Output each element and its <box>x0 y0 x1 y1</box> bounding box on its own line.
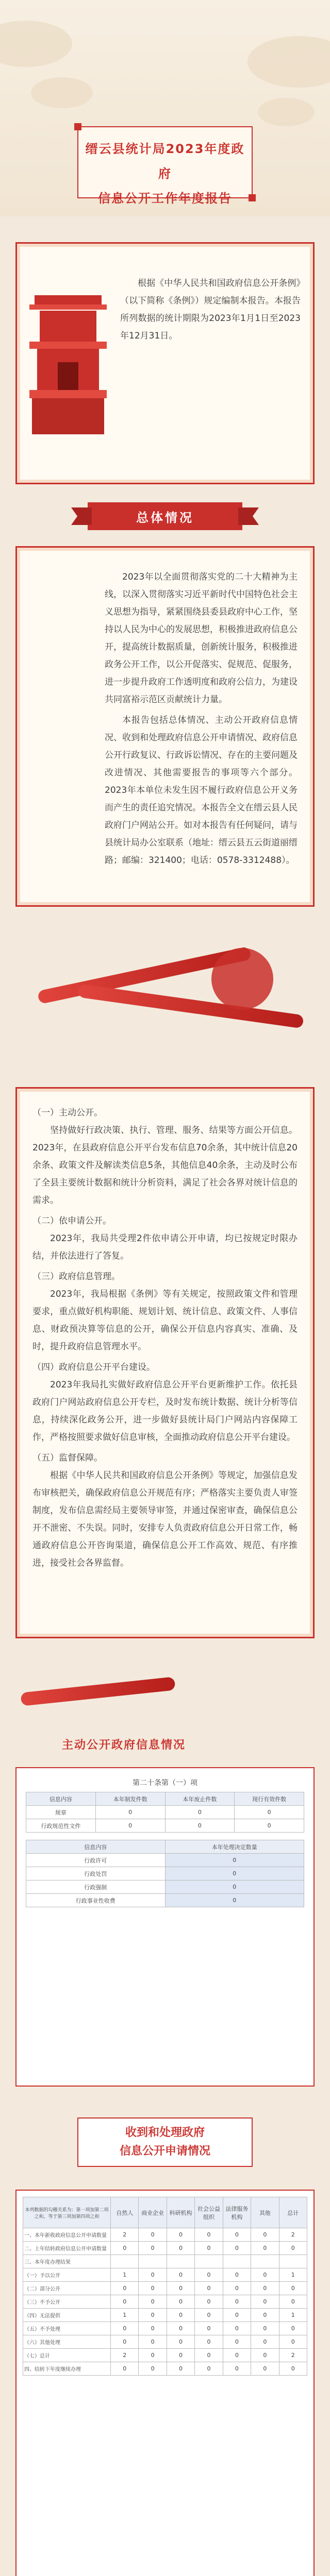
table-cell: 0 <box>165 1854 304 1867</box>
column-header: 法律服务机构 <box>223 2197 251 2228</box>
table-row <box>23 2349 307 2362</box>
table-cell: 0 <box>235 1819 304 1833</box>
table-cell: 0 <box>195 2335 223 2349</box>
table-row <box>23 2295 307 2309</box>
table-cell: 0 <box>195 2282 223 2295</box>
table-cell: 0 <box>167 2362 194 2376</box>
table-cell: 0 <box>251 2295 279 2309</box>
table-cell: 0 <box>165 1806 235 1819</box>
table-cell: 2 <box>279 2349 307 2362</box>
table-cell: 0 <box>223 2295 251 2309</box>
table-cell: 2 <box>279 2228 307 2242</box>
detail-1-title: （一）主动公开。 <box>32 1108 103 1118</box>
requests-table-card <box>15 2190 315 2576</box>
table-cell: 0 <box>139 2228 167 2242</box>
cloud-decoration <box>248 36 330 88</box>
table-cell <box>251 2255 279 2268</box>
report-title-frame <box>77 126 253 206</box>
requests-table <box>23 2197 307 2376</box>
detail-2-text: 2023年，我局共受理2件依申请公开申请，均已按规定时限办结，并依法进行了答复。 <box>32 1233 298 1261</box>
table-cell <box>279 2255 307 2268</box>
overview-paragraph-1: 2023年以全面贯彻落实党的二十大精神为主线，以深入贯彻落实习近平新时代中国特色社会主义思想为指导，紧紧围绕县委县政府中心工作，坚持以人民为中心的发展思想，积极推进政府信息公开，提高统计数据质量，创新统计服务，积极推进政务公开工作，以公开促落实、促规范、促服务，进一步提升政府工作透明度和政府公信力，为建设共同富裕示范区贡献统计力量。 <box>105 572 298 705</box>
table-row <box>23 2255 307 2268</box>
table-row <box>26 1880 304 1894</box>
table-cell <box>223 2255 251 2268</box>
table-cell: 0 <box>139 2322 167 2335</box>
column-header: 本列数据的勾稽关系为：第一项加第二项之和，等于第三项加第四项之和 <box>23 2197 111 2228</box>
table-cell: 0 <box>167 2309 194 2322</box>
column-header: 本年制发件数 <box>95 1792 165 1806</box>
table-row <box>26 1854 304 1867</box>
report-header <box>0 0 330 216</box>
table-cell: （二）部分公开 <box>23 2282 111 2295</box>
table-cell: 三、本年度办理结果 <box>23 2255 111 2268</box>
table-cell: 一、本年新收政府信息公开申请数量 <box>23 2228 111 2242</box>
table-cell: 0 <box>195 2309 223 2322</box>
table-row <box>23 2309 307 2322</box>
table-cell: 行政处罚 <box>26 1867 166 1880</box>
table-cell: 0 <box>139 2362 167 2376</box>
table-cell: 0 <box>223 2242 251 2255</box>
table-cell: 0 <box>167 2282 194 2295</box>
table-cell: 0 <box>251 2322 279 2335</box>
column-header: 现行有效件数 <box>235 1792 304 1806</box>
cloud-decoration <box>0 21 72 67</box>
column-header: 总计 <box>279 2197 307 2228</box>
table-cell: 行政许可 <box>26 1854 166 1867</box>
table-cell: 二、上年结转政府信息公开申请数量 <box>23 2242 111 2255</box>
table-cell: 0 <box>167 2268 194 2282</box>
table-cell: 0 <box>111 2282 139 2295</box>
table-cell: 规章 <box>26 1806 96 1819</box>
table-cell: 0 <box>223 2309 251 2322</box>
table-cell: 0 <box>139 2335 167 2349</box>
table-row <box>23 2282 307 2295</box>
overview-panel <box>15 546 315 907</box>
table-cell: 0 <box>279 2335 307 2349</box>
table-cell: （一）予以公开 <box>23 2268 111 2282</box>
detail-5-text: 根据《中华人民共和国政府信息公开条例》等规定，加强信息发布审核把关，确保政府信息公开规范有序；严格落实主要负责人审签制度，发布信息需经局主要领导审签，并通过保密审查，确保信息公开不泄密、不失误。同时，安排专人负责政府信息公开日常工作，畅通政府信息公开咨询渠道，确保信息公开工作高效、规范、有序推进，接受社会各界监督。 <box>32 1470 298 1568</box>
table-cell: 0 <box>139 2309 167 2322</box>
table-cell: 0 <box>111 2335 139 2349</box>
overview-details-panel <box>15 1087 315 1638</box>
column-header: 科研机构 <box>167 2197 194 2228</box>
active-disclosure-table-title: 第二十条第（一）项 <box>133 1779 197 1787</box>
detail-4-title: （四）政府信息公开平台建设。 <box>32 1362 155 1372</box>
table-cell: 0 <box>223 2228 251 2242</box>
detail-3-title: （三）政府信息管理。 <box>32 1272 120 1282</box>
table-cell: 0 <box>195 2322 223 2335</box>
table-cell: 0 <box>167 2295 194 2309</box>
table-cell: 0 <box>111 2242 139 2255</box>
ribbon-illustration-1 <box>15 922 315 1066</box>
table-cell: 0 <box>279 2242 307 2255</box>
table-row <box>26 1867 304 1880</box>
table-cell: 0 <box>111 2322 139 2335</box>
table-row <box>26 1819 304 1833</box>
requests-heading-line-2: 信息公开申请情况 <box>119 2145 210 2158</box>
requests-heading-line-1: 收到和处理政府 <box>125 2126 205 2139</box>
table-cell: 0 <box>235 1806 304 1819</box>
intro-text <box>120 275 301 348</box>
table-cell: 0 <box>279 2322 307 2335</box>
table-cell: 2 <box>111 2228 139 2242</box>
table-cell: 0 <box>195 2295 223 2309</box>
table-cell: 四、结转下年度继续办理 <box>23 2362 111 2376</box>
table-cell: 1 <box>279 2268 307 2282</box>
active-disclosure-heading: 主动公开政府信息情况 <box>62 1739 186 1752</box>
table-cell: 0 <box>167 2242 194 2255</box>
table-cell: 0 <box>111 2362 139 2376</box>
table-cell: 1 <box>111 2309 139 2322</box>
table-cell: 0 <box>195 2228 223 2242</box>
table-cell: 0 <box>195 2242 223 2255</box>
table-cell: 0 <box>139 2349 167 2362</box>
table-cell: 行政强制 <box>26 1880 166 1894</box>
detail-3-text: 2023年，我局根据《条例》等有关规定，按照政策文件和管理要求，重点做好机构职能、规划计划、统计信息、政策文件、人事信息、财政预决算等信息的公开，确保公开信息内容真实、准确、及时，提升政府信息管理水平。 <box>32 1289 298 1352</box>
table-cell: 0 <box>195 2362 223 2376</box>
cloud-decoration <box>31 77 93 108</box>
table-row <box>23 2268 307 2282</box>
table-cell: 0 <box>167 2335 194 2349</box>
table-cell: 0 <box>251 2268 279 2282</box>
detail-5-title: （五）监督保障。 <box>32 1453 103 1463</box>
overview-heading: 总体情况 <box>88 502 242 530</box>
table-cell <box>167 2255 194 2268</box>
table-cell: （七）总计 <box>23 2349 111 2362</box>
table-row <box>23 2362 307 2376</box>
column-header: 信息内容 <box>26 1840 166 1854</box>
table-cell: 0 <box>251 2282 279 2295</box>
table-cell: 0 <box>95 1819 165 1833</box>
table-cell: 0 <box>223 2349 251 2362</box>
table-cell: 0 <box>95 1806 165 1819</box>
report-title-line-1: 缙云县统计局2023年度政府 <box>85 142 245 181</box>
detail-2-title: （二）依申请公开。 <box>32 1216 111 1226</box>
table-cell <box>139 2255 167 2268</box>
column-header: 其他 <box>251 2197 279 2228</box>
table-row <box>23 2242 307 2255</box>
table-cell: 0 <box>167 2228 194 2242</box>
table-row <box>23 2322 307 2335</box>
table-cell: 2 <box>111 2349 139 2362</box>
table-cell <box>195 2255 223 2268</box>
table-cell: 0 <box>251 2349 279 2362</box>
table-cell: 0 <box>251 2362 279 2376</box>
requests-heading <box>77 2117 253 2167</box>
active-disclosure-table-2 <box>26 1840 304 1907</box>
table-cell: （三）不予公开 <box>23 2295 111 2309</box>
table-cell: 0 <box>165 1880 304 1894</box>
table-cell: 0 <box>139 2242 167 2255</box>
table-cell: 0 <box>279 2362 307 2376</box>
column-header: 本年废止件数 <box>165 1792 235 1806</box>
table-cell: 0 <box>223 2268 251 2282</box>
emblem-decoration <box>211 948 273 1010</box>
table-cell: 0 <box>111 2295 139 2309</box>
table-cell: 0 <box>167 2349 194 2362</box>
table-cell: 0 <box>251 2242 279 2255</box>
ribbon-illustration-2 <box>15 1664 315 1726</box>
table-cell: 0 <box>251 2335 279 2349</box>
table-cell: 0 <box>251 2309 279 2322</box>
table-cell: 0 <box>251 2228 279 2242</box>
table-cell: 0 <box>279 2282 307 2295</box>
intro-panel <box>15 242 315 484</box>
column-header: 本年处理决定数量 <box>165 1840 304 1854</box>
table-cell: 0 <box>223 2362 251 2376</box>
cloud-decoration <box>258 98 315 126</box>
table-row <box>23 2228 307 2242</box>
column-header: 信息内容 <box>26 1792 96 1806</box>
report-title-line-2: 信息公开工作年度报告 <box>98 191 232 206</box>
table-row <box>23 2335 307 2349</box>
table-cell: 行政事业性收费 <box>26 1894 166 1907</box>
column-header: 商业企业 <box>139 2197 167 2228</box>
table-cell: 0 <box>223 2322 251 2335</box>
table-cell: （六）其他处理 <box>23 2335 111 2349</box>
table-cell: 0 <box>195 2268 223 2282</box>
table-cell: 0 <box>279 2295 307 2309</box>
table-cell: （五）不予处理 <box>23 2322 111 2335</box>
detail-4-text: 2023年我局扎实做好政府信息公开平台更新维护工作。依托县政府门户网站政府信息公开专栏，及时发布统计数据、统计分析等信息，持续深化政务公开，进一步做好县统计局门户网站内容保障工作，严格按照要求做好信息审核，全面推动政府信息公开平台建设。 <box>32 1380 298 1443</box>
table-cell: 0 <box>139 2268 167 2282</box>
column-header: 自然人 <box>111 2197 139 2228</box>
table-cell <box>111 2255 139 2268</box>
table-cell: 行政规范性文件 <box>26 1819 96 1833</box>
column-header: 社会公益组织 <box>195 2197 223 2228</box>
red-ribbon-decoration <box>20 1676 175 1706</box>
table-row <box>26 1806 304 1819</box>
table-cell: 0 <box>139 2295 167 2309</box>
table-cell: 0 <box>165 1894 304 1907</box>
table-cell: 0 <box>165 1819 235 1833</box>
active-disclosure-table-card <box>15 1767 315 2087</box>
intro-paragraph: 根据《中华人民共和国政府信息公开条例》（以下简称《条例》）规定编制本报告。本报告所列数据的统计期限为2023年1月1日至2023年12月31日。 <box>120 278 301 341</box>
table-cell: （四）无法提供 <box>23 2309 111 2322</box>
overview-paragraph-2: 本报告包括总体情况、主动公开政府信息情况、收到和处理政府信息公开申请情况、政府信息公开行政复议、行政诉讼情况、存在的主要问题及改进情况、其他需要报告的事项等六个部分。2023年本单位未发生因不履行政府信息公开义务而产生的责任追究情况。本报告全文在缙云县人民政府门户网站公开。如对本报告有任何疑问，请与县统计局办公室联系（地址：缙云县五云街道丽缙路；邮编：321400；电话：0578-3312488）。 <box>105 715 298 866</box>
table-cell: 0 <box>223 2282 251 2295</box>
table-cell: 1 <box>111 2268 139 2282</box>
table-cell: 0 <box>223 2335 251 2349</box>
table-cell: 0 <box>165 1867 304 1880</box>
table-cell: 0 <box>167 2322 194 2335</box>
gate-illustration <box>29 280 107 450</box>
table-cell: 1 <box>279 2309 307 2322</box>
table-cell: 0 <box>139 2282 167 2295</box>
table-row <box>26 1894 304 1907</box>
active-disclosure-table <box>26 1792 304 1833</box>
detail-1-text: 坚持做好行政决策、执行、管理、服务、结果等方面公开信息。2023年，在县政府信息公开平台发布信息70余条，其中统计信息20余条、政策文件及解读类信息5条，其他信息40余条，主动及时公布了全县主要统计数据和统计分析资料，满足了社会各界对统计信息的需求。 <box>32 1125 298 1206</box>
table-cell: 0 <box>195 2349 223 2362</box>
